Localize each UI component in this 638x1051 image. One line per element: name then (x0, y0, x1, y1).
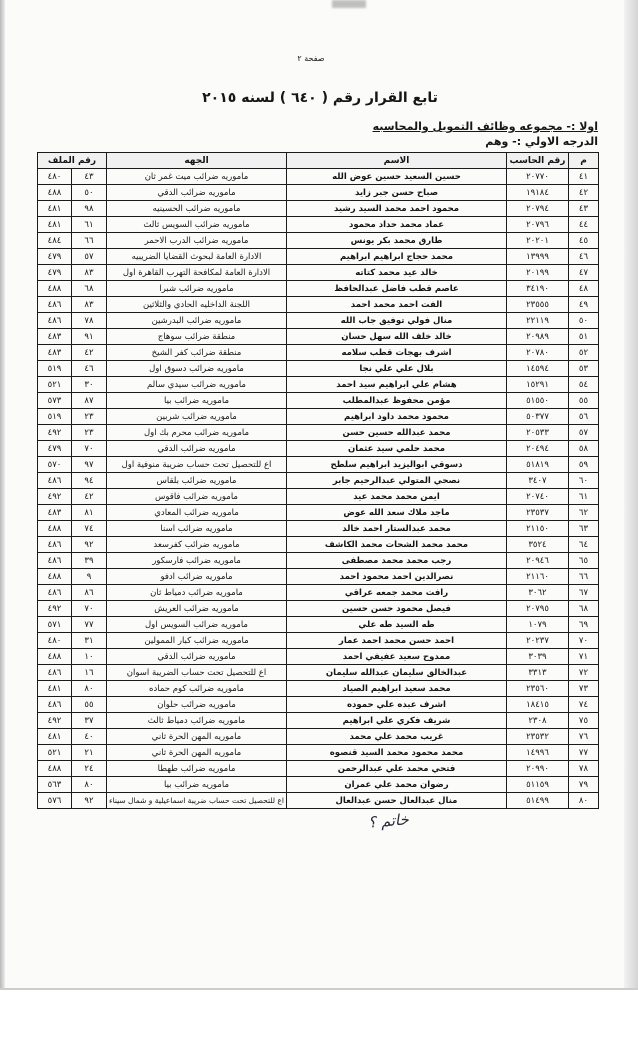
file-no-part2-cell: ٤٨٦ (38, 313, 72, 329)
computer-no-cell: ٢٠٧٨٠ (507, 345, 569, 361)
computer-no-cell: ٢٠٤٩٤ (507, 441, 569, 457)
file-no-part2-cell: ٥٧١ (38, 617, 72, 633)
computer-no-cell: ٢٠٩٩٠ (507, 761, 569, 777)
serial-cell: ٧٤ (569, 697, 599, 713)
computer-no-cell: ٣٠٦٢ (507, 585, 569, 601)
file-no-part2-cell: ٤٨٣ (38, 505, 72, 521)
entity-cell: ماموريه ضرائب بلقاس (107, 473, 287, 489)
file-no-part2-cell: ٤٨٨ (38, 281, 72, 297)
table-row (38, 265, 599, 281)
employee-name-cell: طه السيد طه علي (287, 617, 507, 633)
header-file-no: رقم الملف (38, 153, 107, 169)
file-no-part1-cell: ١٠ (72, 649, 107, 665)
file-no-part1-cell: ٥٧ (72, 249, 107, 265)
entity-cell: ماموريه ضرائب محرم بك اول (107, 425, 287, 441)
file-no-part2-cell: ٤٧٩ (38, 265, 72, 281)
table-row (38, 169, 599, 185)
entity-cell: ماموريه ضرائب طهطا (107, 761, 287, 777)
file-no-part1-cell: ٣٩ (72, 553, 107, 569)
employee-name-cell: عماد محمد حداد محمود (287, 217, 507, 233)
file-no-part2-cell: ٤٨٦ (38, 473, 72, 489)
entity-cell: ماموريه ضرائب السويس ثالث (107, 217, 287, 233)
entity-cell: ماموريه ضرائب كفرسعد (107, 537, 287, 553)
file-no-part1-cell: ١٦ (72, 665, 107, 681)
computer-no-cell: ٥١٨١٩ (507, 457, 569, 473)
employee-name-cell: رضوان محمد علي عمران (287, 777, 507, 793)
file-no-part1-cell: ٣٧ (72, 713, 107, 729)
serial-cell: ٧٧ (569, 745, 599, 761)
entity-cell: اع للتحصيل تحت حساب ضريبة منوفية اول (107, 457, 287, 473)
file-no-part2-cell: ٤٨٣ (38, 329, 72, 345)
file-no-part1-cell: ٧٤ (72, 521, 107, 537)
entity-cell: ماموريه ضرائب بيا (107, 777, 287, 793)
entity-cell: ماموريه ضرائب شربين (107, 409, 287, 425)
entity-cell: ماموريه المهن الحرة ثاني (107, 729, 287, 745)
file-no-part2-cell: ٤٨٠ (38, 169, 72, 185)
entity-cell: ماموريه ضرائب شبرا (107, 281, 287, 297)
computer-no-cell: ٢٠٢٠١ (507, 233, 569, 249)
table-row (38, 521, 599, 537)
header-name: الاسم (287, 153, 507, 169)
file-no-part2-cell: ٥٧٠ (38, 457, 72, 473)
employee-name-cell: اشرف بهجات قطب سلامه (287, 345, 507, 361)
serial-cell: ٧٣ (569, 681, 599, 697)
entity-cell: ماموريه ضرائب الدقي (107, 185, 287, 201)
computer-no-cell: ٢٠٧٩٤ (507, 201, 569, 217)
entity-cell: اع للتحصيل تحت حساب ضريبة اسماعيلية و شمال سيناء (107, 793, 287, 809)
computer-no-cell: ١٤٥٩٤ (507, 361, 569, 377)
table-header-row (38, 153, 599, 169)
file-no-part1-cell: ٣١ (72, 633, 107, 649)
file-no-part2-cell: ٥٢١ (38, 745, 72, 761)
file-no-part2-cell: ٤٨٨ (38, 569, 72, 585)
file-no-part2-cell: ٤٧٩ (38, 441, 72, 457)
file-no-part1-cell: ٥٠ (72, 185, 107, 201)
employee-name-cell: محمد عبدالله حسين حسن (287, 425, 507, 441)
serial-cell: ٤٦ (569, 249, 599, 265)
computer-no-cell: ١٠٧٩ (507, 617, 569, 633)
serial-cell: ٤٨ (569, 281, 599, 297)
table-row (38, 281, 599, 297)
serial-cell: ٦١ (569, 489, 599, 505)
entity-cell: منطقة ضرائب سوهاج (107, 329, 287, 345)
table-row (38, 313, 599, 329)
computer-no-cell: ٢١١٦٠ (507, 569, 569, 585)
computer-no-cell: ٢٠٧٤٠ (507, 489, 569, 505)
computer-no-cell: ٥١٥٥٠ (507, 393, 569, 409)
computer-no-cell: ٢٠٢٣٧ (507, 633, 569, 649)
table-row (38, 537, 599, 553)
table-row (38, 793, 599, 809)
entity-cell: ماموريه ضرائب السويس اول (107, 617, 287, 633)
file-no-part2-cell: ٥٧٦ (38, 793, 72, 809)
file-no-part1-cell: ٨٧ (72, 393, 107, 409)
employee-name-cell: شريف فكري علي ابراهيم (287, 713, 507, 729)
employee-name-cell: عاصم قطب فاضل عبدالحافظ (287, 281, 507, 297)
employee-table (37, 152, 599, 809)
file-no-part2-cell: ٤٧٩ (38, 249, 72, 265)
employee-name-cell: الفت احمد محمد احمد (287, 297, 507, 313)
entity-cell: ماموريه ضرائب ميت غمر ثان (107, 169, 287, 185)
entity-cell: ماموريه ضرائب العريش (107, 601, 287, 617)
serial-cell: ٥٦ (569, 409, 599, 425)
file-no-part1-cell: ٩ (72, 569, 107, 585)
serial-cell: ٦٢ (569, 505, 599, 521)
file-no-part1-cell: ٨٠ (72, 681, 107, 697)
page-edge-right (624, 0, 638, 990)
employee-name-cell: محمد حلمي سيد عثمان (287, 441, 507, 457)
computer-no-cell: ٣٥٢٤ (507, 537, 569, 553)
employee-name-cell: حسين السعيد حسين عوض الله (287, 169, 507, 185)
table-row (38, 249, 599, 265)
employee-name-cell: فيصل محمود حسن حسين (287, 601, 507, 617)
file-no-part2-cell: ٤٨٨ (38, 185, 72, 201)
file-no-part1-cell: ٩٢ (72, 793, 107, 809)
serial-cell: ٤١ (569, 169, 599, 185)
file-no-part2-cell: ٤٩٢ (38, 713, 72, 729)
table-row (38, 297, 599, 313)
header-computer-no: رقم الحاسب (507, 153, 569, 169)
serial-cell: ٥٨ (569, 441, 599, 457)
computer-no-cell: ٢١١٥٠ (507, 521, 569, 537)
table-row (38, 665, 599, 681)
file-no-part1-cell: ٢٣ (72, 409, 107, 425)
computer-no-cell: ٢٣٥٣٧ (507, 505, 569, 521)
file-no-part1-cell: ٨٣ (72, 297, 107, 313)
file-no-part2-cell: ٤٨٨ (38, 521, 72, 537)
file-no-part2-cell: ٥١٩ (38, 409, 72, 425)
file-no-part1-cell: ٩١ (72, 329, 107, 345)
table-row (38, 585, 599, 601)
header-serial: م (569, 153, 599, 169)
file-no-part1-cell: ٨٠ (72, 777, 107, 793)
file-no-part1-cell: ٩٨ (72, 201, 107, 217)
table-row (38, 601, 599, 617)
file-no-part1-cell: ٨٣ (72, 265, 107, 281)
employee-name-cell: نصحي المتولي عبدالرحيم جابر (287, 473, 507, 489)
employee-name-cell: غريب محمد علي محمد (287, 729, 507, 745)
file-no-part2-cell: ٤٩٢ (38, 489, 72, 505)
entity-cell: ماموريه ضرائب المعادي (107, 505, 287, 521)
file-no-part1-cell: ٦٨ (72, 281, 107, 297)
file-no-part1-cell: ٤٢ (72, 489, 107, 505)
computer-no-cell: ١٩١٨٤ (507, 185, 569, 201)
employee-name-cell: رجب محمد محمد مصطفى (287, 553, 507, 569)
employee-name-cell: محمود احمد محمد السيد رشيد (287, 201, 507, 217)
serial-cell: ٧٥ (569, 713, 599, 729)
serial-cell: ٦٣ (569, 521, 599, 537)
entity-cell: ماموريه ضرائب كبار الممولين (107, 633, 287, 649)
computer-no-cell: ٢٣٥٦٠ (507, 681, 569, 697)
employee-name-cell: ماجد ملاك سعد الله عوض (287, 505, 507, 521)
table-row (38, 425, 599, 441)
computer-no-cell: ٢٠٥٣٣ (507, 425, 569, 441)
entity-cell: ماموريه ضرائب فارسكور (107, 553, 287, 569)
computer-no-cell: ٥٠٣٧٧ (507, 409, 569, 425)
table-row (38, 745, 599, 761)
computer-no-cell: ٢٠٧٧٠ (507, 169, 569, 185)
entity-cell: ماموريه ضرائب ادفو (107, 569, 287, 585)
employee-name-cell: منال عبدالعال حسن عبدالعال (287, 793, 507, 809)
table-row (38, 697, 599, 713)
file-no-part2-cell: ٥٢١ (38, 377, 72, 393)
file-no-part2-cell: ٤٨٦ (38, 553, 72, 569)
serial-cell: ٥٠ (569, 313, 599, 329)
employee-name-cell: مؤمن محفوظ عبدالمطلب (287, 393, 507, 409)
file-no-part1-cell: ٩٧ (72, 457, 107, 473)
entity-cell: ماموريه ضرائب حلوان (107, 697, 287, 713)
entity-cell: ماموريه المهن الحرة ثاني (107, 745, 287, 761)
serial-cell: ٦٩ (569, 617, 599, 633)
computer-no-cell: ١٤٩٩٦ (507, 745, 569, 761)
employee-name-cell: رافت محمد جمعه عراقي (287, 585, 507, 601)
entity-cell: ماموريه ضرائب دمياط ثان (107, 585, 287, 601)
table-row (38, 777, 599, 793)
employee-name-cell: دسوقي ابواليزيد ابراهيم سلطح (287, 457, 507, 473)
file-no-part2-cell: ٤٨٦ (38, 537, 72, 553)
employee-name-cell: هشام علي ابراهيم سيد احمد (287, 377, 507, 393)
file-no-part2-cell: ٤٨٦ (38, 297, 72, 313)
entity-cell: ماموريه ضرائب الدرب الاحمر (107, 233, 287, 249)
table-row (38, 377, 599, 393)
employee-name-cell: ممدوح سعيد عفيفي احمد (287, 649, 507, 665)
serial-cell: ٥١ (569, 329, 599, 345)
entity-cell: اع للتحصيل تحت حساب الضريبة اسوان (107, 665, 287, 681)
table-row (38, 633, 599, 649)
employee-name-cell: محمد محمود محمد السيد قنصوه (287, 745, 507, 761)
document-title: تابع القرار رقم ( ٦٤٠ ) لسنه ٢٠١٥ (202, 90, 438, 106)
file-no-part1-cell: ٧٠ (72, 441, 107, 457)
file-no-part1-cell: ٤٠ (72, 729, 107, 745)
file-no-part1-cell: ٩٢ (72, 537, 107, 553)
page-number-label: صفحة ٢ (297, 54, 325, 63)
file-no-part2-cell: ٤٨٦ (38, 665, 72, 681)
table-row (38, 617, 599, 633)
file-no-part1-cell: ٢٣ (72, 425, 107, 441)
file-no-part1-cell: ٤٢ (72, 345, 107, 361)
serial-cell: ٧٩ (569, 777, 599, 793)
table-row (38, 761, 599, 777)
file-no-part1-cell: ٤٣ (72, 169, 107, 185)
file-no-part1-cell: ٧٧ (72, 617, 107, 633)
employee-name-cell: طارق محمد بكر يونس (287, 233, 507, 249)
serial-cell: ٧٢ (569, 665, 599, 681)
employee-name-cell: محمد عبدالستار احمد خالد (287, 521, 507, 537)
serial-cell: ٧٠ (569, 633, 599, 649)
employee-name-cell: اشرف عبده علي حموده (287, 697, 507, 713)
computer-no-cell: ٢٠٩٨٩ (507, 329, 569, 345)
computer-no-cell: ٥١١٥٩ (507, 777, 569, 793)
table-row (38, 329, 599, 345)
entity-cell: ماموريه ضرائب دمياط ثالث (107, 713, 287, 729)
file-no-part1-cell: ٥٥ (72, 697, 107, 713)
computer-no-cell: ٥١٤٩٩ (507, 793, 569, 809)
employee-name-cell: محمد محمد الشحات محمد الكاشف (287, 537, 507, 553)
entity-cell: اللجنة الداخليه الحادي والثلاثين (107, 297, 287, 313)
serial-cell: ٦٦ (569, 569, 599, 585)
entity-cell: ماموريه ضرائب كوم حماده (107, 681, 287, 697)
computer-no-cell: ٢٠٧٩٥ (507, 601, 569, 617)
table-row (38, 649, 599, 665)
employee-name-cell: محمد حجاج ابراهيم ابراهيم (287, 249, 507, 265)
employee-name-cell: ايمن محمد محمد عيد (287, 489, 507, 505)
serial-cell: ٥٢ (569, 345, 599, 361)
table-row (38, 185, 599, 201)
file-no-part1-cell: ٣٠ (72, 377, 107, 393)
computer-no-cell: ٢٠١٩٩ (507, 265, 569, 281)
table-row (38, 345, 599, 361)
file-no-part2-cell: ٤٨١ (38, 201, 72, 217)
file-no-part1-cell: ٩٤ (72, 473, 107, 489)
employee-name-cell: خالد خلف الله سهل حسان (287, 329, 507, 345)
table-row (38, 489, 599, 505)
employee-name-cell: بلال علي علي نجا (287, 361, 507, 377)
computer-no-cell: ٣٣١٣ (507, 665, 569, 681)
table-row (38, 441, 599, 457)
table-row (38, 201, 599, 217)
serial-cell: ٥٣ (569, 361, 599, 377)
serial-cell: ٤٧ (569, 265, 599, 281)
employee-name-cell: محمود محمد داود ابراهيم (287, 409, 507, 425)
serial-cell: ٧٨ (569, 761, 599, 777)
file-no-part2-cell: ٤٨٣ (38, 345, 72, 361)
file-no-part2-cell: ٤٨٨ (38, 649, 72, 665)
serial-cell: ٥٥ (569, 393, 599, 409)
computer-no-cell: ٣٠٣٩ (507, 649, 569, 665)
file-no-part2-cell: ٤٨١ (38, 681, 72, 697)
table-body (38, 169, 599, 809)
serial-cell: ٥٧ (569, 425, 599, 441)
employee-name-cell: صباح حسن جبر زايد (287, 185, 507, 201)
computer-no-cell: ٢٣٥٣٢ (507, 729, 569, 745)
serial-cell: ٥٤ (569, 377, 599, 393)
table-row (38, 713, 599, 729)
serial-cell: ٦٨ (569, 601, 599, 617)
file-no-part1-cell: ٧٠ (72, 601, 107, 617)
computer-no-cell: ٢٠٩٤٦ (507, 553, 569, 569)
table-row (38, 233, 599, 249)
serial-cell: ٥٩ (569, 457, 599, 473)
computer-no-cell: ٣٤٠٧ (507, 473, 569, 489)
file-no-part2-cell: ٥٦٣ (38, 777, 72, 793)
computer-no-cell: ١٨٤١٥ (507, 697, 569, 713)
computer-no-cell: ٢٠٧٩٦ (507, 217, 569, 233)
page-edge-left (0, 0, 5, 990)
table-row (38, 409, 599, 425)
employee-name-cell: محمد سعيد ابراهيم الصياد (287, 681, 507, 697)
handwritten-signature: خاتم ؟ (367, 810, 410, 832)
computer-no-cell: ٢٢١١٩ (507, 313, 569, 329)
file-no-part1-cell: ٤٦ (72, 361, 107, 377)
serial-cell: ٤٣ (569, 201, 599, 217)
computer-no-cell: ٢٣٥٥٥ (507, 297, 569, 313)
file-no-part2-cell: ٤٩٢ (38, 425, 72, 441)
computer-no-cell: ٢٣٠٨ (507, 713, 569, 729)
entity-cell: الادارة العامة لمكافحة التهرب القاهرة اول (107, 265, 287, 281)
computer-no-cell: ٣٤١٩٠ (507, 281, 569, 297)
serial-cell: ٧١ (569, 649, 599, 665)
entity-cell: ماموريه ضرائب دسوق اول (107, 361, 287, 377)
file-no-part2-cell: ٤٨٤ (38, 233, 72, 249)
table-row (38, 217, 599, 233)
grade-heading: الدرجه الاولي :- وهم (485, 135, 598, 148)
entity-cell: ماموريه ضرائب بيا (107, 393, 287, 409)
entity-cell: منطقة ضرائب كفر الشيخ (107, 345, 287, 361)
table-row (38, 457, 599, 473)
entity-cell: ماموريه ضرائب اسنا (107, 521, 287, 537)
entity-cell: ماموريه ضرائب الدقي (107, 649, 287, 665)
file-no-part1-cell: ٢٤ (72, 761, 107, 777)
entity-cell: ماموريه ضرائب البدرشين (107, 313, 287, 329)
entity-cell: ماموريه ضرائب سيدي سالم (107, 377, 287, 393)
file-no-part1-cell: ٨٦ (72, 585, 107, 601)
table-row (38, 729, 599, 745)
table-row (38, 473, 599, 489)
employee-name-cell: نصرالدين احمد محمود احمد (287, 569, 507, 585)
header-entity: الجهه (107, 153, 287, 169)
file-no-part2-cell: ٤٨٨ (38, 761, 72, 777)
entity-cell: ماموريه ضرائب الحسينيه (107, 201, 287, 217)
table-row (38, 681, 599, 697)
table-row (38, 553, 599, 569)
table-row (38, 505, 599, 521)
file-no-part2-cell: ٤٩٢ (38, 601, 72, 617)
serial-cell: ٨٠ (569, 793, 599, 809)
entity-cell: ماموريه ضرائب فاقوس (107, 489, 287, 505)
file-no-part1-cell: ٨١ (72, 505, 107, 521)
employee-name-cell: منال فولي توفيق جاب الله (287, 313, 507, 329)
file-no-part2-cell: ٥٧٣ (38, 393, 72, 409)
file-no-part2-cell: ٤٨٦ (38, 585, 72, 601)
file-no-part2-cell: ٥١٩ (38, 361, 72, 377)
file-no-part1-cell: ٧٨ (72, 313, 107, 329)
file-no-part2-cell: ٤٨١ (38, 217, 72, 233)
serial-cell: ٦٥ (569, 553, 599, 569)
serial-cell: ٤٤ (569, 217, 599, 233)
computer-no-cell: ١٣٩٩٩ (507, 249, 569, 265)
entity-cell: الادارة العامة لبحوث القضايا الضريبيه (107, 249, 287, 265)
file-no-part2-cell: ٤٨٦ (38, 697, 72, 713)
section-heading: اولا :- مجموعه وظائف التمويل والمحاسبه (372, 120, 598, 133)
file-no-part1-cell: ٢١ (72, 745, 107, 761)
serial-cell: ٤٩ (569, 297, 599, 313)
employee-name-cell: خالد عيد محمد كتاته (287, 265, 507, 281)
serial-cell: ٦٠ (569, 473, 599, 489)
table-row (38, 393, 599, 409)
employee-name-cell: احمد حسن محمد احمد عمار (287, 633, 507, 649)
table-row (38, 569, 599, 585)
serial-cell: ٦٤ (569, 537, 599, 553)
page-edge-bottom (0, 988, 638, 990)
file-no-part2-cell: ٤٨١ (38, 729, 72, 745)
file-no-part1-cell: ٦٦ (72, 233, 107, 249)
employee-name-cell: فتحي محمد علي عبدالرحمن (287, 761, 507, 777)
serial-cell: ٦٧ (569, 585, 599, 601)
serial-cell: ٤٥ (569, 233, 599, 249)
file-no-part1-cell: ٦١ (72, 217, 107, 233)
employee-name-cell: عبدالخالق سليمان عبدالله سليمان (287, 665, 507, 681)
file-no-part2-cell: ٤٨٠ (38, 633, 72, 649)
entity-cell: ماموريه ضرائب الدقي (107, 441, 287, 457)
table-row (38, 361, 599, 377)
computer-no-cell: ١٥٢٩١ (507, 377, 569, 393)
scan-artifact (332, 0, 366, 8)
serial-cell: ٧٦ (569, 729, 599, 745)
serial-cell: ٤٢ (569, 185, 599, 201)
